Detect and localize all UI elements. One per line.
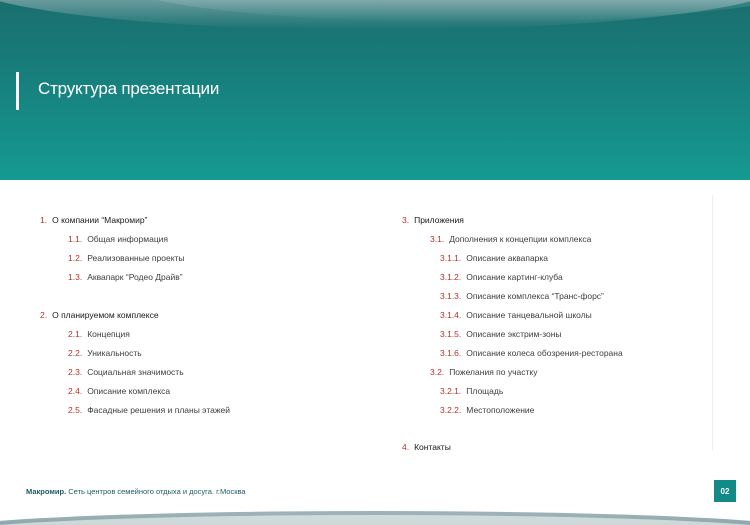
toc-item xyxy=(402,215,464,225)
toc-item xyxy=(68,405,230,415)
toc-item-label: Описание аквапарка xyxy=(466,253,549,263)
toc-item-label: Описание комплекса xyxy=(87,386,171,396)
page-number-badge: 02 xyxy=(714,480,736,502)
toc-item xyxy=(68,234,168,244)
toc-item-number: 3.2.2. xyxy=(440,405,462,415)
toc-item-number: 1.3. xyxy=(68,272,83,282)
toc-item-label: Описание танцевальной школы xyxy=(466,310,592,320)
toc-item-label: Дополнения к концепции комплекса xyxy=(449,234,592,244)
toc-item-number: 2.5. xyxy=(68,405,83,415)
toc-item xyxy=(440,272,563,282)
footer-wave xyxy=(0,505,750,525)
toc-item xyxy=(40,215,147,225)
toc-item-number: 3.1.4. xyxy=(440,310,462,320)
toc-item xyxy=(68,348,142,358)
toc-item xyxy=(68,272,183,282)
toc-item-label: Аквапарк “Родео Драйв” xyxy=(87,272,183,282)
toc-item xyxy=(440,405,534,415)
toc-item xyxy=(430,367,537,377)
toc-item xyxy=(68,253,185,263)
toc-item-label: Описание комплекса “Транс-форс” xyxy=(466,291,604,301)
toc-item-number: 3.1. xyxy=(430,234,445,244)
toc-item-label: Контакты xyxy=(414,442,451,452)
toc-item-number: 3.1.1. xyxy=(440,253,462,263)
toc-item xyxy=(402,442,451,452)
toc-item-label: Пожелания по участку xyxy=(449,367,538,377)
toc-item-label: Приложения xyxy=(414,215,464,225)
column-divider xyxy=(712,195,713,450)
toc-item xyxy=(440,253,548,263)
toc-item xyxy=(440,348,623,358)
toc-item-number: 1.2. xyxy=(68,253,83,263)
toc-item xyxy=(440,329,562,339)
toc-item-label: Площадь xyxy=(466,386,504,396)
toc-item-label: Реализованные проекты xyxy=(87,253,185,263)
toc-item-number: 3.1.2. xyxy=(440,272,462,282)
toc-item-number: 2. xyxy=(40,310,48,320)
toc-item-number: 2.2. xyxy=(68,348,83,358)
toc-item xyxy=(68,329,130,339)
toc-item-number: 3.1.3. xyxy=(440,291,462,301)
toc-item-label: Описание экстрим-зоны xyxy=(466,329,562,339)
toc-item xyxy=(440,310,592,320)
toc-item-label: Описание колеса обозрения-ресторана xyxy=(466,348,623,358)
page-title: Структура презентации xyxy=(38,79,220,98)
toc-item-number: 2.3. xyxy=(68,367,83,377)
toc-item-number: 1. xyxy=(40,215,48,225)
footer-brand: Макромир. xyxy=(26,487,67,496)
toc-item-number: 3. xyxy=(402,215,410,225)
toc-item-number: 3.1.5. xyxy=(440,329,462,339)
toc-item xyxy=(68,367,184,377)
toc-item-label: Фасадные решения и планы этажей xyxy=(87,405,231,415)
toc-item-label: Концепция xyxy=(87,329,130,339)
toc-item xyxy=(68,386,170,396)
toc-item-label: Общая информация xyxy=(87,234,169,244)
toc-item xyxy=(440,291,604,301)
toc-item xyxy=(40,310,159,320)
toc-item-number: 3.2. xyxy=(430,367,445,377)
toc-item-label: Местоположение xyxy=(466,405,535,415)
header-banner xyxy=(0,0,750,180)
toc-item-label: Социальная значимость xyxy=(87,367,184,377)
toc-item-number: 4. xyxy=(402,442,410,452)
toc-item-label: О планируемом комплексе xyxy=(52,310,159,320)
title-accent-bar xyxy=(16,72,19,110)
toc-item-number: 2.4. xyxy=(68,386,83,396)
footer-caption xyxy=(26,487,246,496)
toc-item-number: 3.1.6. xyxy=(440,348,462,358)
toc-item-label: Уникальность xyxy=(87,348,142,358)
toc-item xyxy=(430,234,591,244)
toc-item-label: О компании “Макромир” xyxy=(52,215,148,225)
toc-item-number: 3.2.1. xyxy=(440,386,462,396)
toc-item-number: 1.1. xyxy=(68,234,83,244)
toc-item-label: Описание картинг-клуба xyxy=(466,272,563,282)
footer-tagline: Сеть центров семейного отдыха и досуга. г.Москва xyxy=(68,487,246,496)
toc-item-number: 2.1. xyxy=(68,329,83,339)
toc-item xyxy=(440,386,503,396)
